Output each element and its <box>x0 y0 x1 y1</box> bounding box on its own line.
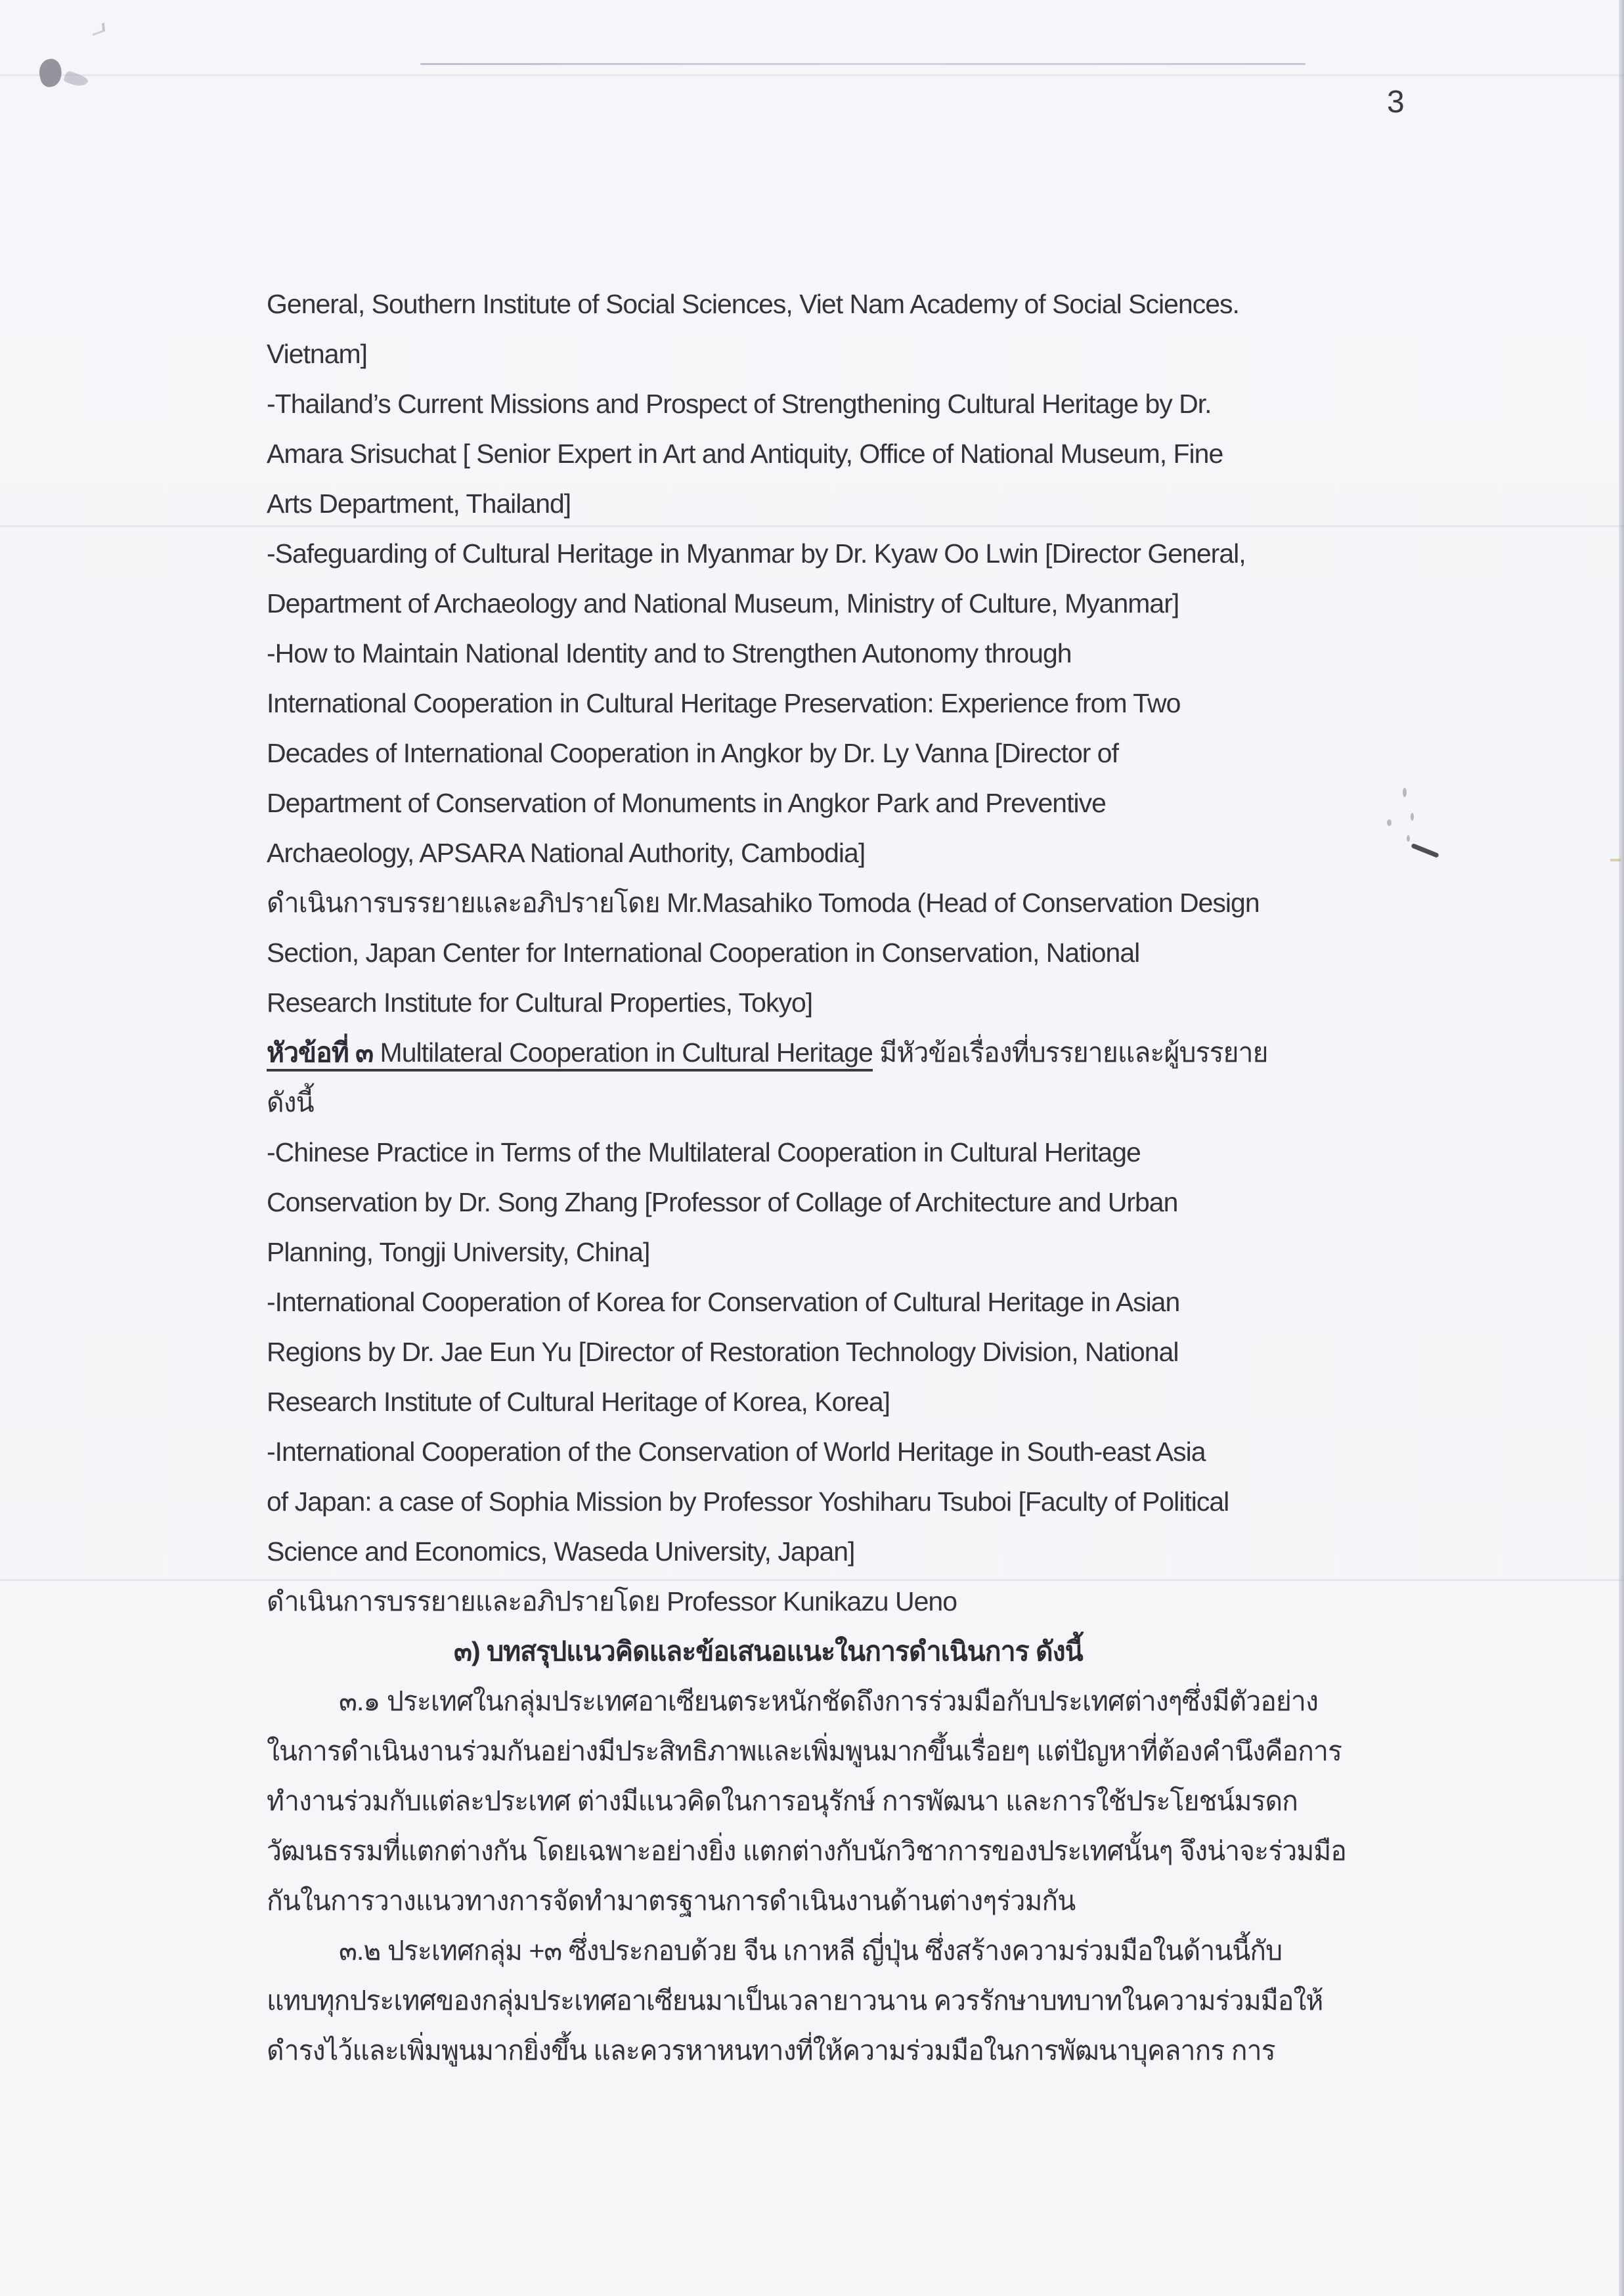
text-segment: Department of Archaeology and National Museum, Ministry of Culture, Myanmar] <box>267 588 1179 618</box>
text-line <box>267 529 1436 578</box>
text-segment: ดำเนินการบรรยายและอภิปรายโดย Professor Kunikazu Ueno <box>267 1586 957 1616</box>
text-segment: มีหัวข้อเรื่องที่บรรยายและผู้บรรยาย <box>872 1037 1268 1068</box>
text-segment: กันในการวางแนวทางการจัดทำมาตรฐานการดำเนินงานด้านต่างๆร่วมกัน <box>267 1886 1076 1916</box>
text-line <box>267 1377 1436 1427</box>
text-line <box>267 1726 1436 1776</box>
text-segment: Planning, Tongji University, China] <box>267 1237 650 1267</box>
text-line <box>267 1327 1436 1377</box>
text-segment: General, Southern Institute of Social Sciences, Viet Nam Academy of Social Sciences. <box>267 289 1239 319</box>
text-line <box>454 1626 1436 1676</box>
text-line <box>267 1077 1436 1127</box>
text-segment: -Thailand’s Current Missions and Prospect of Strengthening Cultural Heritage by Dr. <box>267 389 1212 419</box>
text-segment: Science and Economics, Waseda University, Japan] <box>267 1536 855 1567</box>
pencil-mark-artifact <box>1411 813 1414 821</box>
text-line <box>267 1227 1436 1277</box>
scan-edge-strip <box>1619 0 1624 2296</box>
text-segment: ในการดำเนินงานร่วมกันอย่างมีประสิทธิภาพและเพิ่มพูนมากขึ้นเรื่อยๆ แต่ปัญหาที่ต้องคำนึงคือการ <box>267 1736 1342 1766</box>
text-line <box>267 329 1436 379</box>
text-segment: -International Cooperation of Korea for Conservation of Cultural Heritage in Asian <box>267 1287 1180 1317</box>
text-segment: วัฒนธรรมที่แตกต่างกัน โดยเฉพาะอย่างยิ่ง แตกต่างกับนักวิชาการของประเทศนั้นๆ จึงน่าจะร่วมมือ <box>267 1836 1346 1866</box>
text-segment: ๓.๑ ประเทศในกลุ่มประเทศอาเซียนตระหนักชัดถึงการร่วมมือกับประเทศต่างๆซึ่งมีตัวอย่าง <box>339 1686 1318 1716</box>
text-line <box>267 978 1436 1028</box>
text-line <box>267 1477 1436 1527</box>
text-segment: ๓) บทสรุปแนวคิดและข้อเสนอแนะในการดำเนินการ ดังนี้ <box>454 1636 1083 1666</box>
text-line <box>267 1926 1436 1976</box>
text-segment: Arts Department, Thailand] <box>267 488 571 519</box>
text-line <box>267 1127 1436 1177</box>
text-segment: หัวข้อที่ ๓ <box>267 1037 380 1072</box>
text-segment: -Safeguarding of Cultural Heritage in Myanmar by Dr. Kyaw Oo Lwin [Director General, <box>267 538 1246 569</box>
text-line <box>267 1876 1436 1926</box>
text-line <box>267 1676 1436 1726</box>
text-line <box>267 728 1436 778</box>
text-line <box>267 1427 1436 1477</box>
pencil-mark-artifact <box>1387 819 1392 826</box>
text-line <box>267 678 1436 728</box>
text-line <box>267 878 1436 928</box>
faint-horizontal-rule <box>420 63 1306 65</box>
text-segment: Research Institute for Cultural Properties, Tokyo] <box>267 987 813 1018</box>
text-segment: Vietnam] <box>267 339 368 369</box>
text-line <box>267 1527 1436 1576</box>
document-body <box>267 279 1436 2075</box>
text-segment: Decades of International Cooperation in Angkor by Dr. Ly Vanna [Director of <box>267 738 1118 768</box>
text-line <box>267 1028 1436 1077</box>
text-line <box>267 479 1436 529</box>
text-segment: Regions by Dr. Jae Eun Yu [Director of Restoration Technology Division, National <box>267 1337 1179 1367</box>
text-segment: Archaeology, APSARA National Authority, Cambodia] <box>267 838 866 868</box>
text-segment: -International Cooperation of the Conservation of World Heritage in South-east Asia <box>267 1437 1206 1467</box>
text-line <box>267 1277 1436 1327</box>
text-segment: Multilateral Cooperation in Cultural Heritage <box>380 1037 873 1072</box>
text-segment: Amara Srisuchat [ Senior Expert in Art and Antiquity, Office of National Museum, Fine <box>267 439 1223 469</box>
text-segment: Section, Japan Center for International Cooperation in Conservation, National <box>267 938 1140 968</box>
page-number: 3 <box>1387 85 1405 119</box>
text-line <box>267 628 1436 678</box>
text-segment: ดำรงไว้และเพิ่มพูนมากยิ่งขึ้น และควรหาหนทางที่ให้ความร่วมมือในการพัฒนาบุคลากร การ <box>267 2035 1275 2066</box>
text-segment: -How to Maintain National Identity and to Strengthen Autonomy through <box>267 638 1072 668</box>
text-line <box>267 578 1436 628</box>
text-line <box>267 279 1436 329</box>
text-segment: -Chinese Practice in Terms of the Multilateral Cooperation in Cultural Heritage <box>267 1137 1141 1167</box>
scan-band <box>0 74 1624 76</box>
text-line <box>267 1826 1436 1876</box>
text-line <box>267 429 1436 479</box>
text-segment: ดำเนินการบรรยายและอภิปรายโดย Mr.Masahiko Tomoda (Head of Conservation Design <box>267 888 1260 918</box>
text-segment: Research Institute of Cultural Heritage of Korea, Korea] <box>267 1387 890 1417</box>
text-segment: แทบทุกประเทศของกลุ่มประเทศอาเซียนมาเป็นเวลายาวนาน ควรรักษาบทบาทในความร่วมมือให้ <box>267 1985 1323 2016</box>
text-segment: International Cooperation in Cultural Heritage Preservation: Experience from Two <box>267 688 1181 718</box>
text-segment: ทำงานร่วมกับแต่ละประเทศ ต่างมีแนวคิดในการอนุรักษ์ การพัฒนา และการใช้ประโยชน์มรดก <box>267 1786 1298 1816</box>
text-segment: Department of Conservation of Monuments in Angkor Park and Preventive <box>267 788 1106 818</box>
text-segment: of Japan: a case of Sophia Mission by Professor Yoshiharu Tsuboi [Faculty of Political <box>267 1486 1229 1517</box>
text-line <box>267 1576 1436 1626</box>
text-line <box>267 2025 1436 2075</box>
text-line <box>267 828 1436 878</box>
pencil-mark-artifact <box>1403 788 1407 797</box>
text-line <box>267 1976 1436 2025</box>
text-segment: Conservation by Dr. Song Zhang [Professor of Collage of Architecture and Urban <box>267 1187 1178 1217</box>
text-segment: ดังนี้ <box>267 1087 314 1117</box>
pencil-mark-artifact <box>1407 835 1410 842</box>
text-line <box>267 778 1436 828</box>
text-line <box>267 1177 1436 1227</box>
text-line <box>267 1776 1436 1826</box>
text-line <box>267 379 1436 429</box>
text-line <box>267 928 1436 978</box>
text-segment: ๓.๒ ประเทศกลุ่ม +๓ ซึ่งประกอบด้วย จีน เกาหลี ญี่ปุ่น ซึ่งสร้างความร่วมมือในด้านนี้กับ <box>339 1936 1283 1966</box>
